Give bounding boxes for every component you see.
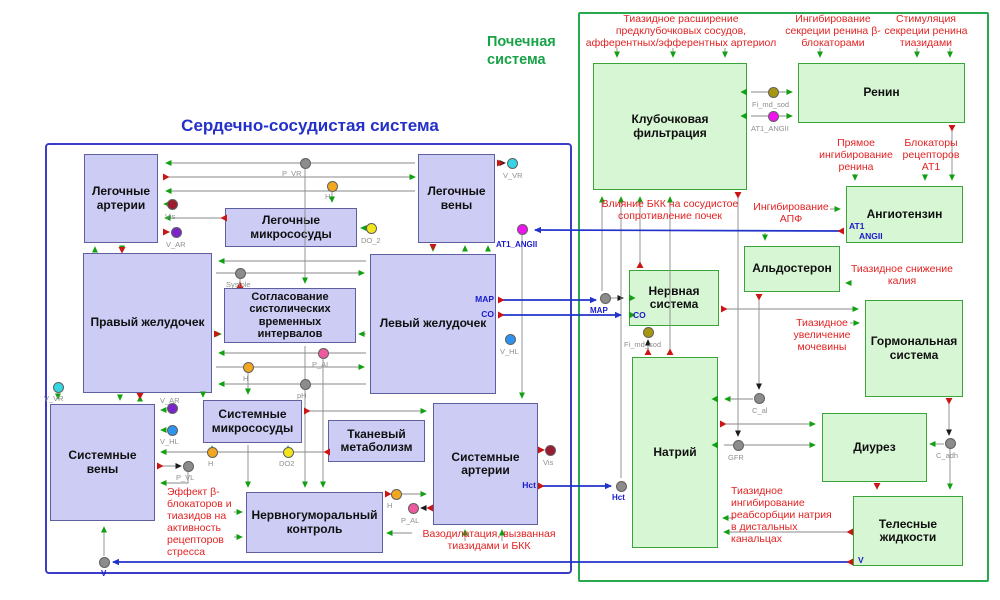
block-glomerular-filtration[interactable]: Клубочковая фильтрация (593, 63, 747, 190)
dot-label-v-hl-sys: V_HL (160, 437, 179, 446)
port-W-718-445 (712, 442, 719, 449)
dot-h-ngc (391, 489, 402, 500)
port-E-538-450 (538, 447, 545, 454)
annotation-beta-effect: Эффект β-блокаторов и тиазидов на активность рецепторов стресса (167, 486, 232, 558)
block-angiotensin[interactable]: Ангиотензин (846, 186, 963, 243)
port-S-877-483 (874, 483, 881, 490)
port-W-718-399 (712, 396, 719, 403)
dot-label-h-ngc: H (387, 501, 393, 510)
dot-systole (235, 268, 246, 279)
port-W-747-92 (741, 89, 748, 96)
port-E-497-163 (497, 160, 504, 167)
port-E-498-315 (498, 312, 505, 319)
signal-map-left-ventricle: MAP (475, 294, 494, 304)
dot-hct-renal (616, 481, 627, 492)
dot-v-hl-sys (167, 425, 178, 436)
block-right-ventricle[interactable]: Правый желудочек (83, 253, 212, 393)
port-W-853-532 (847, 529, 854, 536)
dot-label-c-al: C_al (752, 406, 768, 415)
dot-p-al-ngc (408, 503, 419, 514)
port-E-214-334 (214, 331, 221, 338)
port-W-853-562 (847, 559, 854, 566)
port-N-670-355 (667, 349, 674, 356)
dot-h-mid (243, 362, 254, 373)
dot-label-fi-md-sod-top: Fi_md_sod (752, 100, 790, 109)
dot-label-p-vl: P_VL (176, 473, 195, 482)
dot-v-vr-left (53, 382, 64, 393)
dot-label-c-adh: C_adh (936, 451, 959, 460)
dot-label-at1-angii-cv: AT1_ANGII (496, 240, 538, 249)
port-W-330-452 (324, 449, 331, 456)
annotation-vasodilation: Вазодилатация, вызванная тиазидами и БКК (422, 528, 556, 552)
dot-do2-sys (283, 447, 294, 458)
dot-gfr (733, 440, 744, 451)
block-nervous-system[interactable]: Нервная система (629, 270, 719, 326)
block-renin[interactable]: Ренин (798, 63, 965, 123)
block-pulmonary-arteries[interactable]: Легочные артерии (84, 154, 158, 243)
dot-c-al (754, 393, 765, 404)
annotation-ace-inhibition: Ингибирование АПФ (753, 201, 829, 225)
port-W-747-116 (741, 113, 748, 120)
annotation-bkk-resistance: Влияние БКК на сосудистое сопротивление почек (601, 198, 739, 222)
port-E-498-300 (498, 297, 505, 304)
dot-label-hct-renal: Hct (612, 493, 625, 502)
port-E-721-309 (721, 306, 728, 313)
signal-at1-angiotensin: AT1 (849, 221, 865, 231)
block-diuresis[interactable]: Диурез (822, 413, 927, 482)
block-hormonal-system[interactable]: Гормональная система (865, 300, 963, 397)
dot-v-ar-pulm (171, 227, 182, 238)
dot-label-v-ar-pulm: V_AR (166, 240, 186, 249)
block-systemic-arteries[interactable]: Системные артерии (433, 403, 538, 525)
annotation-thiazide-dilation: Тиазидное расширение предклубочковых сосудов, афферентных/эфферентных артериол (585, 13, 777, 49)
dot-p-al-mid (318, 348, 329, 359)
port-W-433-508 (427, 505, 434, 512)
dot-label-p-vr: P_VR (282, 169, 302, 178)
dot-label-do2-sys: DO2 (279, 459, 295, 468)
dot-do2-pulm (366, 223, 377, 234)
block-systemic-microvessels[interactable]: Системные микрососуды (203, 400, 302, 443)
port-N-640-268 (637, 262, 644, 269)
dot-label-fi-md-sod-low: Fi_md_sod (624, 340, 662, 349)
block-tissue-metabolism[interactable]: Тканевый метаболизм (328, 420, 425, 462)
annotation-potassium: Тиазидное снижение калия (850, 263, 954, 287)
annotation-urea: Тиазидное увеличение мочевины (793, 317, 851, 353)
dot-p-vr (300, 158, 311, 169)
dot-label-ph: pH (297, 391, 307, 400)
annotation-direct-renin: Прямое ингибирование ренина (819, 137, 893, 173)
port-N-648-355 (645, 349, 652, 356)
port-E-629-298 (629, 295, 636, 302)
signal-v-body-fluids: V (858, 555, 864, 565)
block-systemic-veins[interactable]: Системные вены (50, 404, 155, 521)
port-W-227-218 (221, 215, 228, 222)
signal-hct-systemic-arteries: Hct (522, 480, 536, 490)
annotation-sodium-reabsorption: Тиазидное ингибирование реабсорбции натрия в дистальных канальцах (731, 485, 832, 545)
block-left-ventricle[interactable]: Левый желудочек (370, 254, 496, 394)
dot-p-vl (183, 461, 194, 472)
dot-label-gfr: GFR (728, 453, 744, 462)
annotation-renin-inhibition: Ингибирование секреции ренина β-блокаторами (785, 13, 881, 49)
dot-label-p-al-mid: P_AL (312, 360, 331, 369)
dot-label-v-ar-sys: V_AR (160, 396, 180, 405)
dot-c-adh (945, 438, 956, 449)
annotation-renin-stimulation: Стимуляция секреции ренина тиазидами (884, 13, 968, 49)
port-S-122-247 (119, 247, 126, 254)
port-S-433-244 (430, 244, 437, 251)
port-E-163-232 (163, 229, 170, 236)
port-E-157-466 (157, 463, 164, 470)
dot-v-vr-top (507, 158, 518, 169)
dot-label-h-mid: H (243, 374, 249, 383)
dot-at1-angii-renal (768, 111, 779, 122)
signal-co-nervous-system: CO (633, 310, 646, 320)
block-pulmonary-veins[interactable]: Легочные вены (418, 154, 495, 243)
dot-h-pulm (327, 181, 338, 192)
dot-label-h-pulm: H (325, 192, 331, 201)
port-E-720-424 (720, 421, 727, 428)
dot-fi-md-sod-top (768, 87, 779, 98)
dot-map-renal (600, 293, 611, 304)
port-E-163-177 (163, 174, 170, 181)
port-S-949-398 (946, 398, 953, 405)
dot-label-map-renal: MAP (590, 306, 608, 315)
port-E-538-486 (538, 483, 545, 490)
dot-label-h-sys: H (208, 459, 214, 468)
block-neurohumoral-control[interactable]: Нервногуморальный контроль (246, 492, 383, 553)
dot-h-sys (207, 447, 218, 458)
block-systolic-intervals[interactable]: Согласование систолических временных интервалов (224, 288, 356, 343)
dot-vis-sys (545, 445, 556, 456)
port-S-952-125 (949, 125, 956, 132)
dot-v-hl-right (505, 334, 516, 345)
dot-label-v-vr-top: V_VR (503, 171, 523, 180)
dot-fi-md-sod-low (643, 327, 654, 338)
port-E-304-411 (304, 408, 311, 415)
dot-label-do2-pulm: DO_2 (361, 236, 381, 245)
annotation-at1-blockers: Блокаторы рецепторов AT1 (902, 137, 960, 173)
dot-at1-angii-cv (517, 224, 528, 235)
dot-label-at1-angii-renal: AT1_ANGII (751, 124, 789, 133)
port-S-759-294 (756, 294, 763, 301)
renal-system-title: Почечная система (487, 34, 556, 69)
block-aldosterone[interactable]: Альдостерон (744, 246, 840, 292)
signal-angii-angiotensin: ANGII (859, 231, 883, 241)
dot-label-systole: Systole (226, 280, 251, 289)
port-S-140-393 (137, 393, 144, 400)
dot-label-v-vr-left: V_VR (44, 394, 64, 403)
block-sodium[interactable]: Натрий (632, 357, 718, 548)
dot-vis-pulm (167, 199, 178, 210)
dot-label-vis-pulm: Vis (165, 212, 176, 221)
cardio-system-title: Сердечно-сосудистая система (181, 116, 439, 135)
dot-label-p-al-ngc: P_AL (401, 516, 420, 525)
dot-label-v-dot: V (101, 569, 107, 578)
block-body-fluids[interactable]: Телесные жидкости (853, 496, 963, 566)
port-W-844-231 (838, 228, 845, 235)
block-pulmonary-microvessels[interactable]: Легочные микрососуды (225, 208, 357, 247)
dot-ph (300, 379, 311, 390)
dot-v-dot (99, 557, 110, 568)
dot-label-vis-sys: Vis (543, 458, 554, 467)
dot-label-v-hl-right: V_HL (500, 347, 519, 356)
signal-co-left-ventricle: CO (481, 309, 494, 319)
